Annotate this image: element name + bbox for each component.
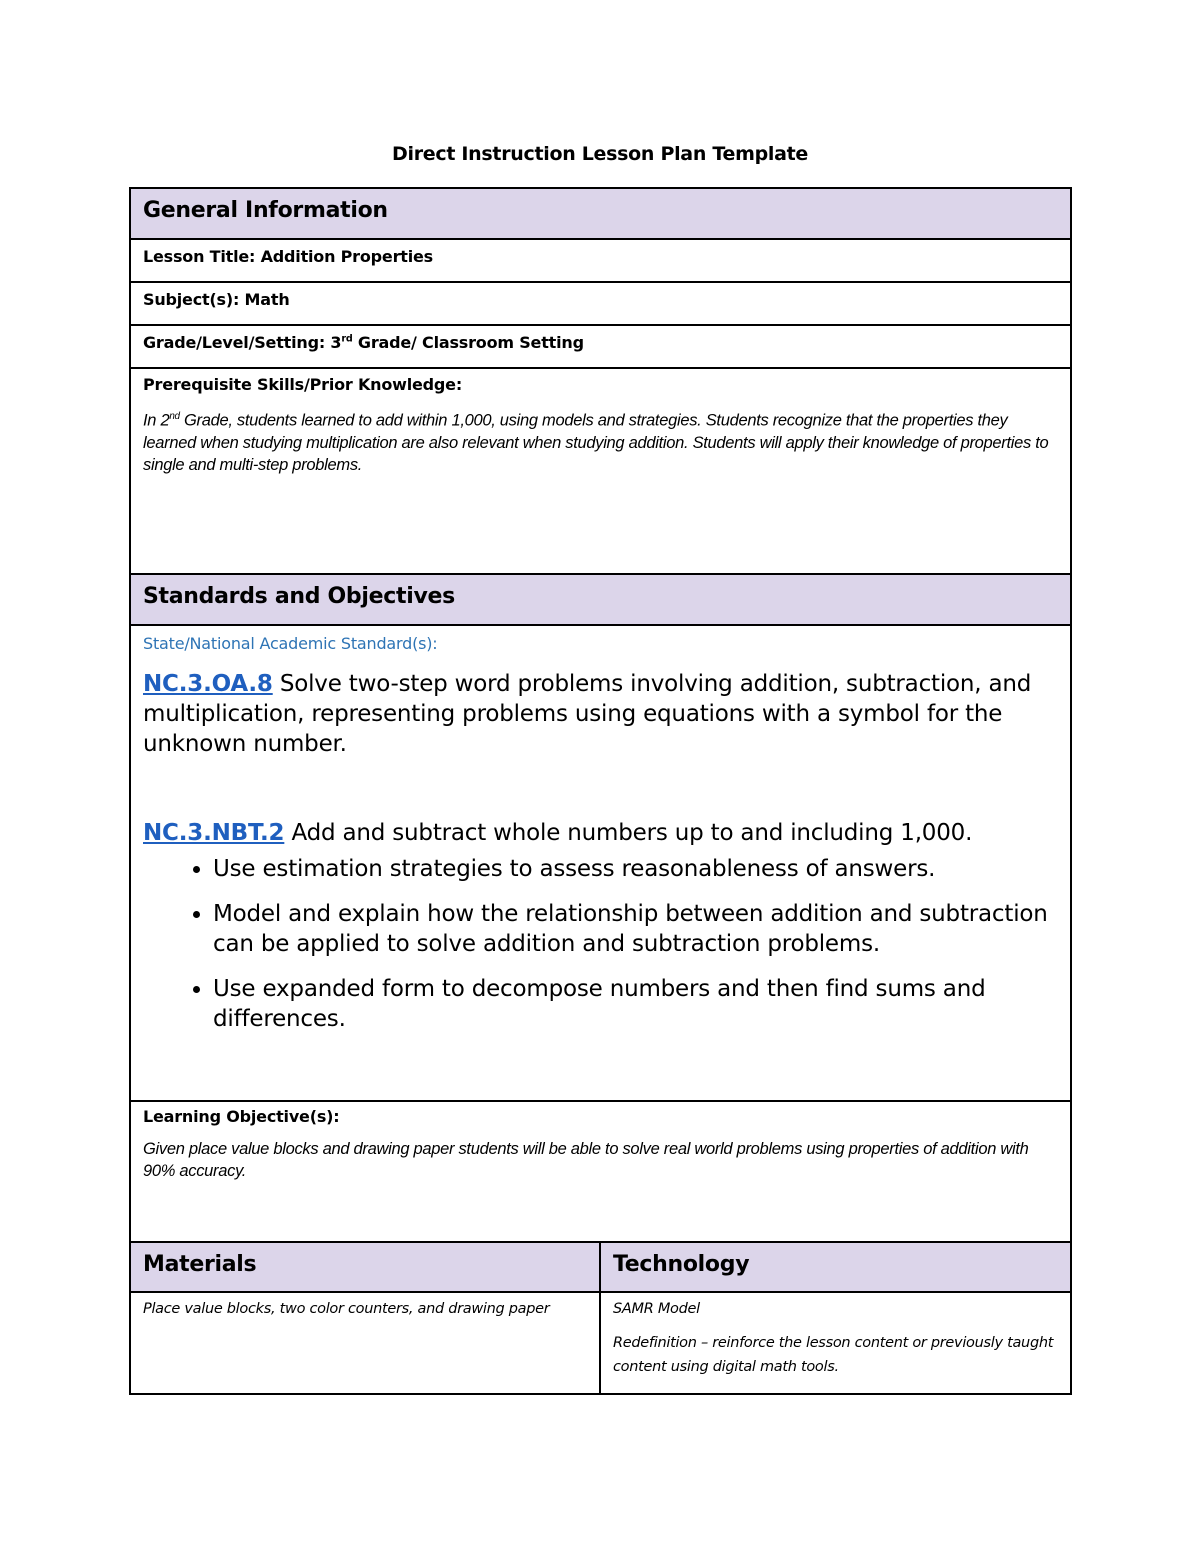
grade-suffix: Grade/ Classroom Setting [352, 333, 584, 352]
grade-sup: rd [341, 333, 353, 345]
learning-objective-text: Given place value blocks and drawing paper students will be able to solve real world problems using properties of addition with 90% accuracy. [143, 1140, 1029, 1180]
prereq-sup: nd [169, 411, 180, 422]
materials-text: Place value blocks, two color counters, and drawing paper [143, 1301, 550, 1317]
general-information-title: General Information [143, 198, 388, 223]
standard-nbt2-link[interactable]: NC.3.NBT.2 [143, 820, 285, 846]
standards-row [130, 625, 1071, 1101]
learning-objective-label: Learning Objective(s): [143, 1107, 340, 1126]
subjects: Subject(s): Math [143, 290, 290, 309]
technology-model: SAMR Model [613, 1301, 700, 1317]
list-item: • Use estimation strategies to assess reasonableness of answers. [213, 854, 1058, 884]
standard-nbt2 [143, 818, 1058, 848]
standard-oa8-link[interactable]: NC.3.OA.8 [143, 671, 273, 697]
lesson-title-row [130, 239, 1071, 282]
subjects-row [130, 282, 1071, 325]
technology-header [600, 1242, 1071, 1292]
materials-title: Materials [143, 1252, 257, 1277]
list-item: • Model and explain how the relationship between addition and subtraction can be applied to solve addition and subtraction problems. [213, 899, 1058, 959]
standard-oa8 [143, 669, 1058, 759]
prerequisite-text [143, 406, 1058, 476]
prerequisite-label: Prerequisite Skills/Prior Knowledge: [143, 375, 463, 394]
materials-cell [130, 1292, 600, 1394]
technology-description: Redefinition – reinforce the lesson content or previously taught content using digital math tools. [613, 1335, 1054, 1375]
materials-header [130, 1242, 600, 1292]
standards-header [130, 574, 1071, 625]
standard-oa8-text: Solve two-step word problems involving addition, subtraction, and multiplication, representing problems using equations with a symbol for the unknown number. [143, 671, 1032, 757]
grade-level-row [130, 325, 1071, 368]
standard-nbt2-text: Add and subtract whole numbers up to and including 1,000. [284, 820, 973, 846]
general-information-header [130, 188, 1071, 239]
standards-label: State/National Academic Standard(s): [143, 634, 438, 653]
prerequisite-row [130, 368, 1071, 574]
standard-bullets [143, 854, 1058, 1034]
document-title: Direct Instruction Lesson Plan Template [392, 143, 808, 165]
technology-cell [600, 1292, 1071, 1394]
lesson-title: Lesson Title: Addition Properties [143, 247, 433, 266]
grade-level-setting [143, 326, 1058, 352]
technology-title: Technology [613, 1252, 750, 1277]
standards-title: Standards and Objectives [143, 584, 455, 609]
list-item: • Use expanded form to decompose numbers and then find sums and differences. [213, 974, 1058, 1034]
learning-objective-row [130, 1101, 1071, 1242]
grade-prefix: Grade/Level/Setting: 3 [143, 333, 342, 352]
prereq-prefix: In 2 [143, 411, 170, 430]
lesson-plan-table [129, 187, 1072, 1395]
prereq-body: Grade, students learned to add within 1,000, using models and strategies. Students recognize that the properties they learned when studying multiplication are also relevant when studying addition. Students will apply their knowledge of properties to single and multi-step problems. [143, 411, 1049, 474]
